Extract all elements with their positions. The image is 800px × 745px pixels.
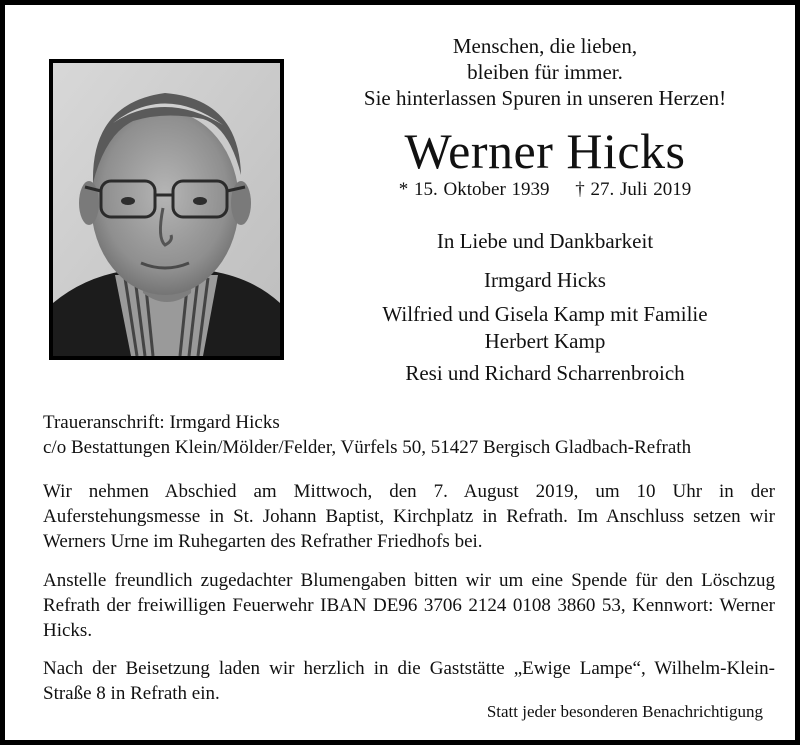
notice-footer: Statt jeder besonderen Benachrichtigung <box>486 702 763 721</box>
mourners-intro: In Liebe und Dankbarkeit <box>436 229 654 253</box>
deceased-name: Werner Hicks <box>404 123 686 179</box>
mourner-name: Wilfried und Gisela Kamp mit Familie <box>382 302 708 326</box>
mourner-name: Herbert Kamp <box>484 329 606 353</box>
address-line: c/o Bestattungen Klein/Mölder/Felder, Vürfels 50, 51427 Bergisch Gladbach-Refrath <box>43 437 692 458</box>
funeral-info-paragraph: Wir nehmen Abschied am Mittwoch, den 7. August 2019, um 10 Uhr in der Auferstehungsmesse in St. Johann Baptist, Kirchplatz in Refrath. Im Anschluss setzen wir Werners Urne im Ruhegarten des Refrather Friedhofs bei. <box>43 481 775 552</box>
motto <box>335 33 755 111</box>
birth-date: * 15. Oktober 1939 <box>398 179 550 200</box>
mourner-name: Resi und Richard Scharrenbroich <box>405 361 685 385</box>
address-line: Traueranschrift: Irmgard Hicks <box>43 412 280 433</box>
motto-line: bleiben für immer. <box>467 60 623 84</box>
life-dates <box>335 178 755 202</box>
motto-line: Menschen, die lieben, <box>452 34 638 58</box>
mourning-address <box>43 410 775 460</box>
motto-line: Sie hinterlassen Spuren in unseren Herzen! <box>363 86 727 110</box>
death-date: † 27. Juli 2019 <box>575 179 692 200</box>
mourner-name: Irmgard Hicks <box>484 268 606 292</box>
reception-paragraph: Nach der Beisetzung laden wir herzlich in die Gaststätte „Ewige Lampe“, Wilhelm-Klein-Straße 8 in Refrath ein. <box>43 658 775 704</box>
portrait-image <box>53 63 280 356</box>
donation-paragraph: Anstelle freundlich zugedachter Blumengaben bitten wir um eine Spende für den Löschzug Refrath der freiwilligen Feuerwehr IBAN DE96 3706 2124 0108 3860 53, Kennwort: Werner Hicks. <box>43 570 775 641</box>
portrait-photo <box>49 59 284 360</box>
